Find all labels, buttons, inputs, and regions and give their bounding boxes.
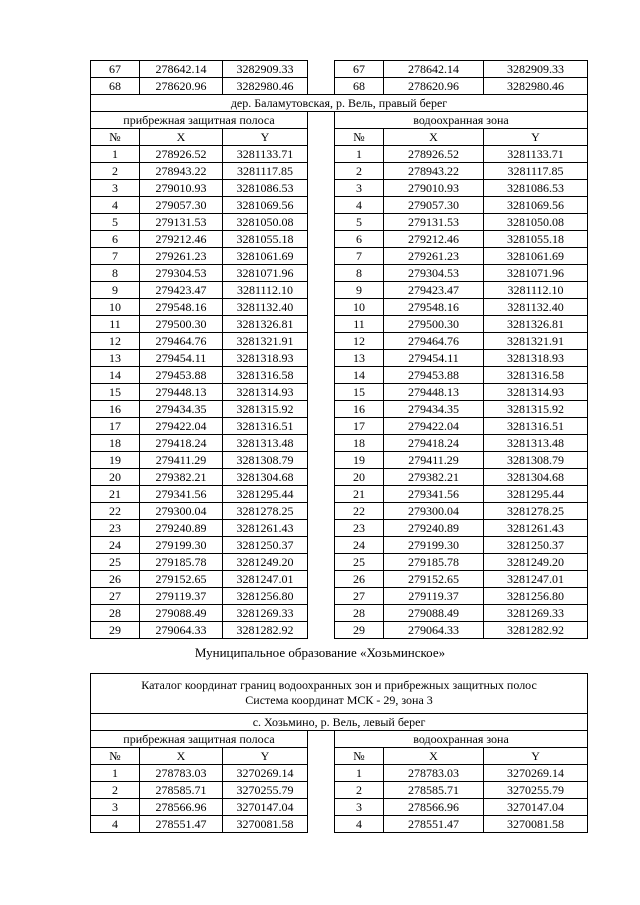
coord-x: 279131.53 <box>140 214 223 231</box>
coord-y: 3270147.04 <box>484 799 588 816</box>
point-number: 3 <box>335 799 384 816</box>
coord-y: 3281326.81 <box>484 316 588 333</box>
coord-x: 279185.78 <box>140 554 223 571</box>
table-row <box>91 503 588 520</box>
coord-x: 278566.96 <box>384 799 484 816</box>
coord-x: 279454.11 <box>140 350 223 367</box>
table-row <box>91 486 588 503</box>
point-number: 68 <box>91 78 140 95</box>
coord-y: 3281318.93 <box>484 350 588 367</box>
coord-x: 279212.46 <box>140 231 223 248</box>
coord-x: 279464.76 <box>384 333 484 350</box>
point-number: 28 <box>335 605 384 622</box>
coord-x: 279464.76 <box>140 333 223 350</box>
point-number: 2 <box>91 782 140 799</box>
point-number: 2 <box>91 163 140 180</box>
table-row <box>91 367 588 384</box>
coord-y: 3270255.79 <box>223 782 308 799</box>
point-number: 5 <box>335 214 384 231</box>
column-header-row <box>91 129 588 146</box>
coord-y: 3281061.69 <box>484 248 588 265</box>
coastal-protective-strip-header: прибрежная защитная полоса <box>91 731 308 748</box>
table-row <box>91 418 588 435</box>
coord-y: 3281256.80 <box>223 588 308 605</box>
coord-x: 279448.13 <box>140 384 223 401</box>
point-number: 22 <box>335 503 384 520</box>
point-number: 11 <box>91 316 140 333</box>
zone-header-row <box>91 731 588 748</box>
point-number: 8 <box>91 265 140 282</box>
point-number: 20 <box>335 469 384 486</box>
coord-x: 279548.16 <box>384 299 484 316</box>
point-number: 4 <box>335 816 384 833</box>
coord-y: 3281069.56 <box>484 197 588 214</box>
point-number: 4 <box>91 816 140 833</box>
coord-y: 3281256.80 <box>484 588 588 605</box>
coord-x: 279199.30 <box>384 537 484 554</box>
table-row <box>91 282 588 299</box>
table-row <box>91 520 588 537</box>
point-number: 67 <box>335 61 384 78</box>
coord-x: 279341.56 <box>140 486 223 503</box>
coord-y: 3281269.33 <box>484 605 588 622</box>
point-number: 29 <box>91 622 140 639</box>
coord-x: 279300.04 <box>140 503 223 520</box>
point-number: 19 <box>335 452 384 469</box>
coord-x: 279423.47 <box>384 282 484 299</box>
coastal-protective-strip-header: прибрежная защитная полоса <box>91 112 308 129</box>
coord-x: 278551.47 <box>384 816 484 833</box>
coord-x: 279411.29 <box>140 452 223 469</box>
water-protection-zone-header: водоохранная зона <box>335 112 588 129</box>
coord-x: 279453.88 <box>384 367 484 384</box>
point-number: 17 <box>91 418 140 435</box>
coord-y: 3281316.58 <box>484 367 588 384</box>
coord-x: 279088.49 <box>140 605 223 622</box>
point-number: 7 <box>335 248 384 265</box>
point-number: 13 <box>335 350 384 367</box>
coord-x: 279300.04 <box>384 503 484 520</box>
coord-x: 278783.03 <box>384 765 484 782</box>
col-x-header: X <box>384 129 484 146</box>
coord-x: 279423.47 <box>140 282 223 299</box>
coord-y: 3281326.81 <box>223 316 308 333</box>
table-row <box>91 78 588 95</box>
coord-x: 279199.30 <box>140 537 223 554</box>
coord-y: 3281247.01 <box>223 571 308 588</box>
point-number: 25 <box>91 554 140 571</box>
point-number: 4 <box>335 197 384 214</box>
coord-y: 3281282.92 <box>484 622 588 639</box>
point-number: 6 <box>335 231 384 248</box>
point-number: 8 <box>335 265 384 282</box>
point-number: 5 <box>91 214 140 231</box>
coord-x: 279304.53 <box>140 265 223 282</box>
coord-y: 3282980.46 <box>223 78 308 95</box>
table-row <box>91 248 588 265</box>
coord-y: 3281261.43 <box>223 520 308 537</box>
point-number: 23 <box>91 520 140 537</box>
section-title-row <box>91 95 588 112</box>
point-number: 18 <box>91 435 140 452</box>
coord-y: 3281112.10 <box>484 282 588 299</box>
point-number: 16 <box>335 401 384 418</box>
coord-x: 279261.23 <box>384 248 484 265</box>
table-row <box>91 816 588 833</box>
coord-y: 3270081.58 <box>484 816 588 833</box>
coord-x: 279548.16 <box>140 299 223 316</box>
coord-y: 3281278.25 <box>223 503 308 520</box>
col-y-header: Y <box>223 748 308 765</box>
point-number: 19 <box>91 452 140 469</box>
coord-y: 3281071.96 <box>223 265 308 282</box>
coord-y: 3281304.68 <box>484 469 588 486</box>
table-row <box>91 61 588 78</box>
point-number: 2 <box>335 782 384 799</box>
coord-y: 3270081.58 <box>223 816 308 833</box>
coord-x: 279240.89 <box>384 520 484 537</box>
coord-y: 3282980.46 <box>484 78 588 95</box>
coord-x: 278926.52 <box>140 146 223 163</box>
table-row <box>91 605 588 622</box>
coord-x: 279212.46 <box>384 231 484 248</box>
coord-y: 3281071.96 <box>484 265 588 282</box>
coord-x: 278585.71 <box>384 782 484 799</box>
coord-x: 279454.11 <box>384 350 484 367</box>
table-row <box>91 469 588 486</box>
point-number: 4 <box>91 197 140 214</box>
coord-x: 279010.93 <box>140 180 223 197</box>
table-row <box>91 554 588 571</box>
section-title: с. Хозьмино, р. Вель, левый берег <box>91 714 588 731</box>
coord-x: 279064.33 <box>384 622 484 639</box>
coord-x: 279057.30 <box>384 197 484 214</box>
point-number: 68 <box>335 78 384 95</box>
coord-x: 279119.37 <box>140 588 223 605</box>
point-number: 1 <box>335 765 384 782</box>
coord-x: 279453.88 <box>140 367 223 384</box>
coord-x: 279261.23 <box>140 248 223 265</box>
table-row <box>91 537 588 554</box>
coord-y: 3281132.40 <box>223 299 308 316</box>
coord-x: 279422.04 <box>140 418 223 435</box>
point-number: 3 <box>91 799 140 816</box>
coord-y: 3281249.20 <box>484 554 588 571</box>
coord-x: 279434.35 <box>140 401 223 418</box>
point-number: 27 <box>335 588 384 605</box>
coord-y: 3281321.91 <box>223 333 308 350</box>
coord-x: 279418.24 <box>384 435 484 452</box>
coord-x: 279411.29 <box>384 452 484 469</box>
catalog-title <box>91 674 588 714</box>
table-row <box>91 435 588 452</box>
point-number: 1 <box>91 146 140 163</box>
coord-x: 279064.33 <box>140 622 223 639</box>
coord-y: 3282909.33 <box>223 61 308 78</box>
point-number: 13 <box>91 350 140 367</box>
coord-x: 279131.53 <box>384 214 484 231</box>
point-number: 28 <box>91 605 140 622</box>
point-number: 2 <box>335 163 384 180</box>
catalog-title-row <box>91 674 588 714</box>
coord-y: 3281304.68 <box>223 469 308 486</box>
coord-x: 279057.30 <box>140 197 223 214</box>
point-number: 21 <box>335 486 384 503</box>
coord-y: 3281133.71 <box>223 146 308 163</box>
coord-x: 278926.52 <box>384 146 484 163</box>
table-row <box>91 146 588 163</box>
coord-y: 3281308.79 <box>484 452 588 469</box>
coord-y: 3281249.20 <box>223 554 308 571</box>
coord-x: 279304.53 <box>384 265 484 282</box>
table-row <box>91 197 588 214</box>
point-number: 21 <box>91 486 140 503</box>
coordinates-table-hozmino <box>90 673 588 833</box>
coord-y: 3281313.48 <box>223 435 308 452</box>
coord-y: 3281316.51 <box>484 418 588 435</box>
coord-x: 278620.96 <box>384 78 484 95</box>
point-number: 12 <box>91 333 140 350</box>
point-number: 15 <box>335 384 384 401</box>
coord-y: 3281069.56 <box>223 197 308 214</box>
coord-x: 279119.37 <box>384 588 484 605</box>
point-number: 15 <box>91 384 140 401</box>
coord-y: 3281314.93 <box>484 384 588 401</box>
coord-x: 279500.30 <box>140 316 223 333</box>
coord-y: 3281247.01 <box>484 571 588 588</box>
coord-y: 3281295.44 <box>223 486 308 503</box>
table-row <box>91 782 588 799</box>
point-number: 23 <box>335 520 384 537</box>
coord-x: 278620.96 <box>140 78 223 95</box>
coord-x: 278585.71 <box>140 782 223 799</box>
point-number: 3 <box>91 180 140 197</box>
col-no-header: № <box>91 748 140 765</box>
coord-y: 3281086.53 <box>223 180 308 197</box>
point-number: 26 <box>335 571 384 588</box>
col-y-header: Y <box>484 748 588 765</box>
coord-y: 3281308.79 <box>223 452 308 469</box>
point-number: 20 <box>91 469 140 486</box>
column-header-row <box>91 748 588 765</box>
coord-y: 3281269.33 <box>223 605 308 622</box>
catalog-title-line2: Система координат МСК - 29, зона 3 <box>245 693 433 707</box>
coord-y: 3281295.44 <box>484 486 588 503</box>
table-row <box>91 765 588 782</box>
coord-y: 3281282.92 <box>223 622 308 639</box>
col-no-header: № <box>335 129 384 146</box>
coord-x: 278783.03 <box>140 765 223 782</box>
point-number: 14 <box>91 367 140 384</box>
coord-x: 279434.35 <box>384 401 484 418</box>
col-no-header: № <box>335 748 384 765</box>
coord-x: 279185.78 <box>384 554 484 571</box>
coord-y: 3281117.85 <box>484 163 588 180</box>
point-number: 27 <box>91 588 140 605</box>
point-number: 9 <box>335 282 384 299</box>
coord-x: 278642.14 <box>384 61 484 78</box>
coord-y: 3281314.93 <box>223 384 308 401</box>
coord-y: 3281133.71 <box>484 146 588 163</box>
table-row <box>91 163 588 180</box>
coord-y: 3281050.08 <box>484 214 588 231</box>
coord-y: 3281055.18 <box>484 231 588 248</box>
municipality-title: Муниципальное образование «Хозьминское» <box>194 645 446 660</box>
coord-x: 278642.14 <box>140 61 223 78</box>
point-number: 6 <box>91 231 140 248</box>
coord-y: 3270147.04 <box>223 799 308 816</box>
point-number: 29 <box>335 622 384 639</box>
coord-y: 3281250.37 <box>223 537 308 554</box>
coord-y: 3281315.92 <box>484 401 588 418</box>
point-number: 10 <box>91 299 140 316</box>
point-number: 22 <box>91 503 140 520</box>
table-row <box>91 333 588 350</box>
coord-y: 3281316.51 <box>223 418 308 435</box>
coord-y: 3282909.33 <box>484 61 588 78</box>
table-row <box>91 231 588 248</box>
table-row <box>91 588 588 605</box>
point-number: 67 <box>91 61 140 78</box>
table-row <box>91 316 588 333</box>
coord-y: 3281061.69 <box>223 248 308 265</box>
point-number: 18 <box>335 435 384 452</box>
table-row <box>91 384 588 401</box>
coord-y: 3281086.53 <box>484 180 588 197</box>
table-row <box>91 452 588 469</box>
col-x-header: X <box>140 129 223 146</box>
point-number: 24 <box>91 537 140 554</box>
coordinates-table-balamutovskaya <box>90 60 588 639</box>
coord-y: 3270269.14 <box>484 765 588 782</box>
coord-x: 279500.30 <box>384 316 484 333</box>
coord-y: 3281112.10 <box>223 282 308 299</box>
col-x-header: X <box>140 748 223 765</box>
coord-y: 3281318.93 <box>223 350 308 367</box>
point-number: 24 <box>335 537 384 554</box>
coord-y: 3281132.40 <box>484 299 588 316</box>
coord-y: 3281278.25 <box>484 503 588 520</box>
col-x-header: X <box>384 748 484 765</box>
coord-y: 3281321.91 <box>484 333 588 350</box>
zone-header-row <box>91 112 588 129</box>
coord-x: 279152.65 <box>384 571 484 588</box>
coord-y: 3281250.37 <box>484 537 588 554</box>
point-number: 3 <box>335 180 384 197</box>
coord-x: 278943.22 <box>384 163 484 180</box>
coord-y: 3270255.79 <box>484 782 588 799</box>
water-protection-zone-header: водоохранная зона <box>335 731 588 748</box>
coord-x: 278551.47 <box>140 816 223 833</box>
coord-y: 3281117.85 <box>223 163 308 180</box>
coord-y: 3270269.14 <box>223 765 308 782</box>
point-number: 12 <box>335 333 384 350</box>
coord-y: 3281050.08 <box>223 214 308 231</box>
col-no-header: № <box>91 129 140 146</box>
coord-x: 279341.56 <box>384 486 484 503</box>
coord-x: 279240.89 <box>140 520 223 537</box>
point-number: 14 <box>335 367 384 384</box>
table-row <box>91 571 588 588</box>
section-title: дер. Баламутовская, р. Вель, правый берег <box>91 95 588 112</box>
point-number: 11 <box>335 316 384 333</box>
point-number: 9 <box>91 282 140 299</box>
table-row <box>91 622 588 639</box>
coord-x: 279088.49 <box>384 605 484 622</box>
coord-y: 3281055.18 <box>223 231 308 248</box>
point-number: 7 <box>91 248 140 265</box>
coord-x: 279382.21 <box>384 469 484 486</box>
table-row <box>91 350 588 367</box>
coord-y: 3281261.43 <box>484 520 588 537</box>
point-number: 25 <box>335 554 384 571</box>
col-y-header: Y <box>223 129 308 146</box>
coord-x: 279422.04 <box>384 418 484 435</box>
point-number: 1 <box>91 765 140 782</box>
catalog-title-line1: Каталог координат границ водоохранных зон и прибрежных защитных полос <box>141 678 537 692</box>
table-row <box>91 214 588 231</box>
coord-x: 279152.65 <box>140 571 223 588</box>
col-y-header: Y <box>484 129 588 146</box>
coord-x: 278943.22 <box>140 163 223 180</box>
table-row <box>91 401 588 418</box>
table-row <box>91 180 588 197</box>
coord-y: 3281313.48 <box>484 435 588 452</box>
point-number: 1 <box>335 146 384 163</box>
table-row <box>91 265 588 282</box>
point-number: 10 <box>335 299 384 316</box>
coord-x: 279448.13 <box>384 384 484 401</box>
coord-x: 279010.93 <box>384 180 484 197</box>
point-number: 16 <box>91 401 140 418</box>
section-title-row <box>91 714 588 731</box>
coord-x: 279418.24 <box>140 435 223 452</box>
coord-y: 3281315.92 <box>223 401 308 418</box>
point-number: 17 <box>335 418 384 435</box>
coord-x: 278566.96 <box>140 799 223 816</box>
table-row <box>91 799 588 816</box>
coord-x: 279382.21 <box>140 469 223 486</box>
coord-y: 3281316.58 <box>223 367 308 384</box>
table-row <box>91 299 588 316</box>
point-number: 26 <box>91 571 140 588</box>
